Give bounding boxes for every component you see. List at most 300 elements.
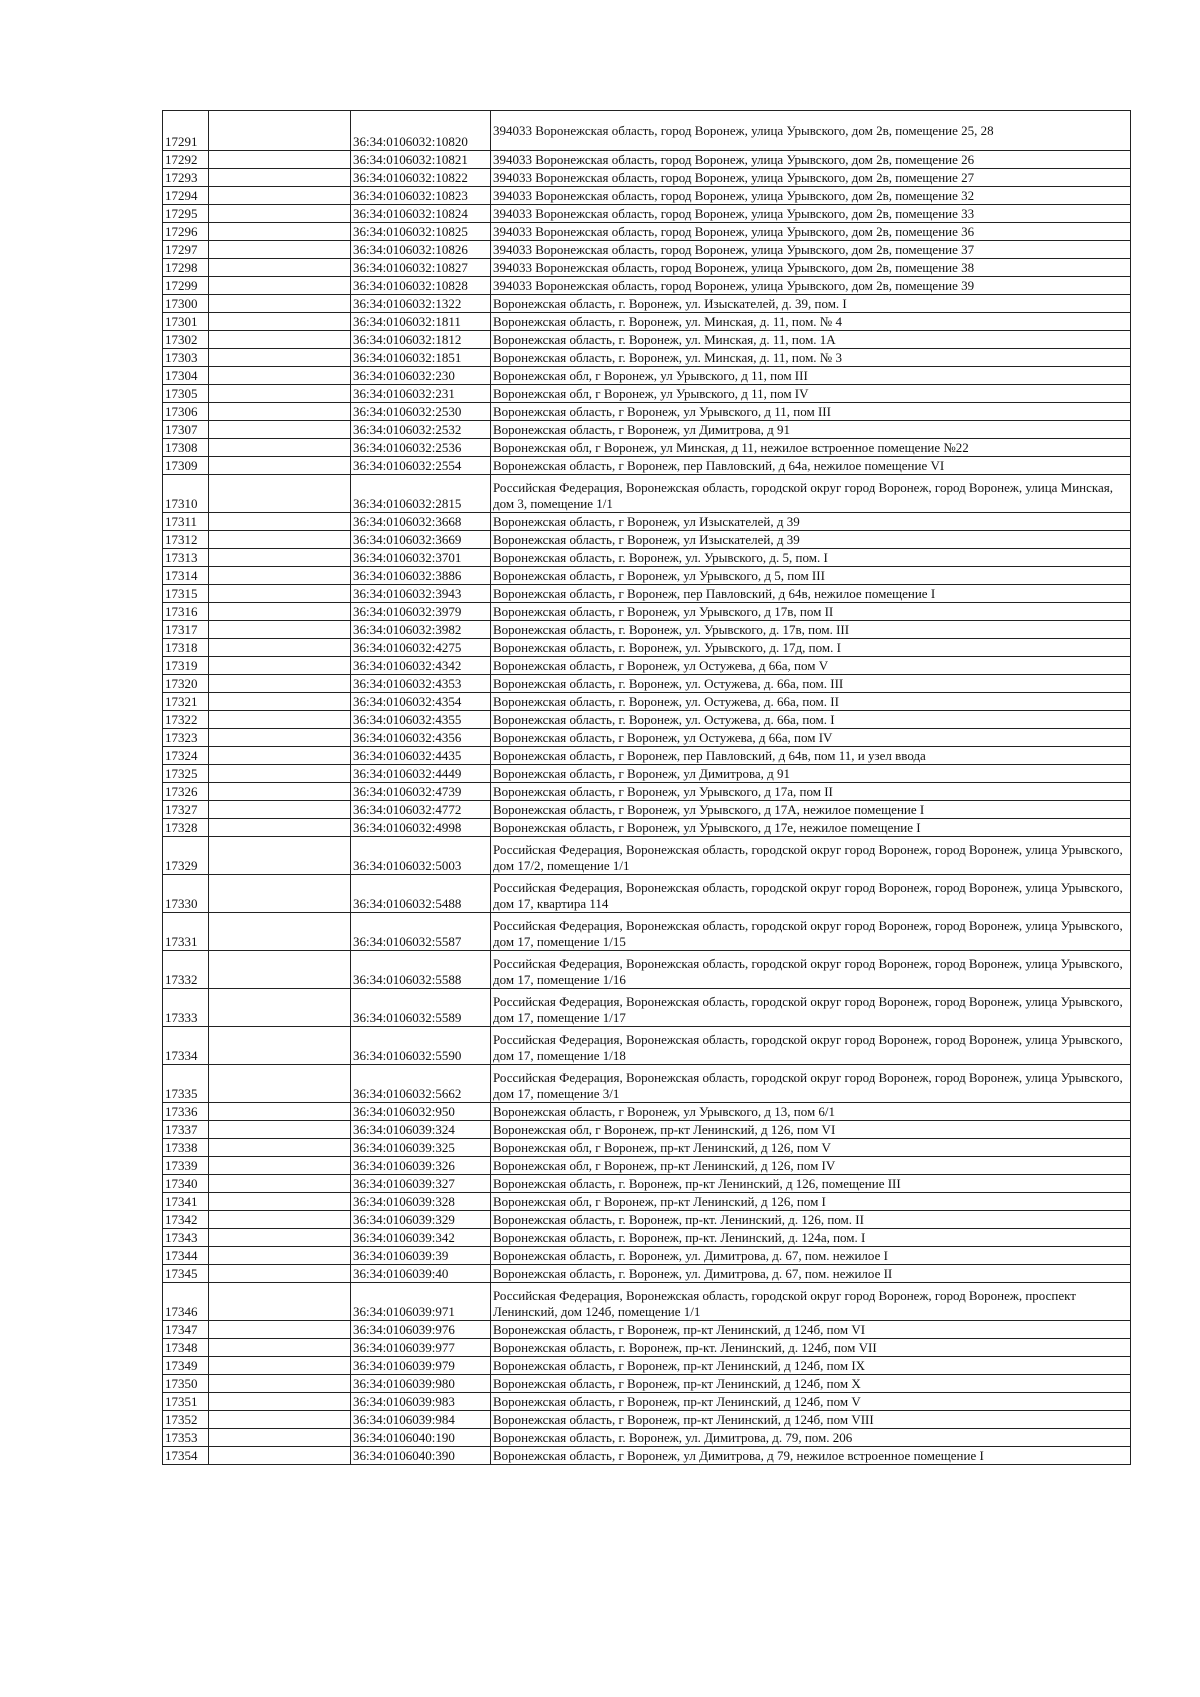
empty-cell [209,1175,351,1193]
cadastral-number-cell: 36:34:0106032:4353 [351,675,491,693]
row-number-cell: 17328 [163,819,209,837]
cadastral-number-cell: 36:34:0106039:40 [351,1265,491,1283]
row-number-cell: 17313 [163,549,209,567]
cadastral-number-cell: 36:34:0106039:328 [351,1193,491,1211]
table-row [163,837,1131,875]
cadastral-number-cell: 36:34:0106032:5590 [351,1027,491,1065]
table-row [163,457,1131,475]
empty-cell [209,259,351,277]
empty-cell [209,223,351,241]
table-row [163,765,1131,783]
table-row [163,1447,1131,1465]
row-number-cell: 17320 [163,675,209,693]
address-cell: Воронежская область, г. Воронеж, ул. Остужева, д. 66а, пом. II [491,693,1131,711]
address-cell: Воронежская область, г. Воронеж, ул. Урывского, д. 5, пом. I [491,549,1131,567]
cadastral-number-cell: 36:34:0106032:10825 [351,223,491,241]
table-row [163,1175,1131,1193]
address-cell: Воронежская обл, г Воронеж, пр-кт Ленинский, д 126, пом V [491,1139,1131,1157]
cadastral-number-cell: 36:34:0106032:5662 [351,1065,491,1103]
address-cell: Воронежская обл, г Воронеж, пр-кт Ленинский, д 126, пом IV [491,1157,1131,1175]
cadastral-number-cell: 36:34:0106039:983 [351,1393,491,1411]
empty-cell [209,567,351,585]
table-row [163,819,1131,837]
table-row [163,783,1131,801]
address-cell: Воронежская область, г Воронеж, ул Димитрова, д 79, нежилое встроенное помещение I [491,1447,1131,1465]
table-row [163,439,1131,457]
empty-cell [209,951,351,989]
table-row [163,913,1131,951]
row-number-cell: 17319 [163,657,209,675]
empty-cell [209,1447,351,1465]
row-number-cell: 17352 [163,1411,209,1429]
empty-cell [209,313,351,331]
row-number-cell: 17331 [163,913,209,951]
empty-cell [209,1229,351,1247]
cadastral-number-cell: 36:34:0106032:2532 [351,421,491,439]
cadastral-number-cell: 36:34:0106032:4449 [351,765,491,783]
table-row [163,675,1131,693]
row-number-cell: 17306 [163,403,209,421]
cadastral-number-cell: 36:34:0106032:3668 [351,513,491,531]
cadastral-number-cell: 36:34:0106032:4772 [351,801,491,819]
table-row [163,603,1131,621]
address-cell: Воронежская обл, г Воронеж, пр-кт Ленинский, д 126, пом I [491,1193,1131,1211]
address-cell: Воронежская область, г Воронеж, ул Димитрова, д 91 [491,421,1131,439]
address-cell: 394033 Воронежская область, город Воронеж, улица Урывского, дом 2в, помещение 36 [491,223,1131,241]
row-number-cell: 17350 [163,1375,209,1393]
empty-cell [209,367,351,385]
address-cell: Воронежская обл, г Воронеж, пр-кт Ленинский, д 126, пом VI [491,1121,1131,1139]
row-number-cell: 17321 [163,693,209,711]
row-number-cell: 17348 [163,1339,209,1357]
address-cell: Воронежская область, г. Воронеж, ул. Урывского, д. 17д, пом. I [491,639,1131,657]
row-number-cell: 17309 [163,457,209,475]
row-number-cell: 17333 [163,989,209,1027]
row-number-cell: 17307 [163,421,209,439]
row-number-cell: 17300 [163,295,209,313]
table-row [163,1357,1131,1375]
empty-cell [209,603,351,621]
table-row [163,1065,1131,1103]
address-cell: 394033 Воронежская область, город Воронеж, улица Урывского, дом 2в, помещение 27 [491,169,1131,187]
empty-cell [209,513,351,531]
empty-cell [209,475,351,513]
table-row [163,421,1131,439]
table-row [163,331,1131,349]
row-number-cell: 17332 [163,951,209,989]
cadastral-number-cell: 36:34:0106032:230 [351,367,491,385]
cadastral-number-cell: 36:34:0106039:971 [351,1283,491,1321]
row-number-cell: 17302 [163,331,209,349]
row-number-cell: 17301 [163,313,209,331]
table-row [163,1139,1131,1157]
row-number-cell: 17340 [163,1175,209,1193]
address-cell: Воронежская область, г Воронеж, ул Урывского, д 17А, нежилое помещение I [491,801,1131,819]
address-cell: Воронежская область, г Воронеж, пр-кт Ленинский, д 124б, пом IX [491,1357,1131,1375]
empty-cell [209,1283,351,1321]
empty-cell [209,1357,351,1375]
table-row [163,639,1131,657]
table-row [163,657,1131,675]
empty-cell [209,111,351,151]
empty-cell [209,1065,351,1103]
address-cell: Российская Федерация, Воронежская область, городской округ город Воронеж, город Воронеж, улица Минская, дом 3, помещение 1/1 [491,475,1131,513]
row-number-cell: 17299 [163,277,209,295]
table-row [163,223,1131,241]
row-number-cell: 17310 [163,475,209,513]
empty-cell [209,801,351,819]
table-row [163,349,1131,367]
cadastral-number-cell: 36:34:0106032:4356 [351,729,491,747]
address-cell: Воронежская область, г Воронеж, ул Урывского, д 17а, пом II [491,783,1131,801]
table-row [163,549,1131,567]
row-number-cell: 17294 [163,187,209,205]
table-row [163,621,1131,639]
table-row [163,567,1131,585]
table-row [163,747,1131,765]
row-number-cell: 17335 [163,1065,209,1103]
row-number-cell: 17316 [163,603,209,621]
table-row [163,187,1131,205]
cadastral-number-cell: 36:34:0106039:977 [351,1339,491,1357]
empty-cell [209,875,351,913]
registry-table-body [163,111,1131,1465]
cadastral-number-cell: 36:34:0106032:3943 [351,585,491,603]
cadastral-number-cell: 36:34:0106039:342 [351,1229,491,1247]
row-number-cell: 17342 [163,1211,209,1229]
table-row [163,1283,1131,1321]
table-row [163,205,1131,223]
row-number-cell: 17329 [163,837,209,875]
address-cell: Воронежская область, г Воронеж, ул Изыскателей, д 39 [491,513,1131,531]
row-number-cell: 17324 [163,747,209,765]
row-number-cell: 17336 [163,1103,209,1121]
row-number-cell: 17296 [163,223,209,241]
row-number-cell: 17351 [163,1393,209,1411]
empty-cell [209,205,351,223]
empty-cell [209,765,351,783]
empty-cell [209,693,351,711]
address-cell: Российская Федерация, Воронежская область, городской округ город Воронеж, город Воронеж, улица Урывского, дом 17, помещение 3/1 [491,1065,1131,1103]
table-row [163,169,1131,187]
table-row [163,801,1131,819]
cadastral-number-cell: 36:34:0106039:327 [351,1175,491,1193]
empty-cell [209,169,351,187]
address-cell: Воронежская область, г. Воронеж, ул. Остужева, д. 66а, пом. III [491,675,1131,693]
empty-cell [209,621,351,639]
cadastral-number-cell: 36:34:0106039:325 [351,1139,491,1157]
row-number-cell: 17344 [163,1247,209,1265]
table-row [163,385,1131,403]
row-number-cell: 17298 [163,259,209,277]
empty-cell [209,1265,351,1283]
table-row [163,403,1131,421]
cadastral-number-cell: 36:34:0106040:190 [351,1429,491,1447]
cadastral-number-cell: 36:34:0106032:950 [351,1103,491,1121]
row-number-cell: 17349 [163,1357,209,1375]
cadastral-number-cell: 36:34:0106032:3982 [351,621,491,639]
address-cell: Российская Федерация, Воронежская область, городской округ город Воронеж, город Воронеж, улица Урывского, дом 17, помещение 1/15 [491,913,1131,951]
row-number-cell: 17353 [163,1429,209,1447]
address-cell: Воронежская область, г. Воронеж, ул. Минская, д. 11, пом. № 4 [491,313,1131,331]
row-number-cell: 17297 [163,241,209,259]
empty-cell [209,1193,351,1211]
table-row [163,295,1131,313]
address-cell: Российская Федерация, Воронежская область, городской округ город Воронеж, город Воронеж, улица Урывского, дом 17/2, помещение 1/1 [491,837,1131,875]
empty-cell [209,439,351,457]
address-cell: 394033 Воронежская область, город Воронеж, улица Урывского, дом 2в, помещение 32 [491,187,1131,205]
cadastral-number-cell: 36:34:0106032:2815 [351,475,491,513]
empty-cell [209,457,351,475]
empty-cell [209,1247,351,1265]
row-number-cell: 17304 [163,367,209,385]
cadastral-number-cell: 36:34:0106032:4355 [351,711,491,729]
row-number-cell: 17345 [163,1265,209,1283]
address-cell: Воронежская область, г Воронеж, пер Павловский, д 64в, пом 11, и узел ввода [491,747,1131,765]
empty-cell [209,1027,351,1065]
empty-cell [209,385,351,403]
row-number-cell: 17327 [163,801,209,819]
cadastral-number-cell: 36:34:0106032:10821 [351,151,491,169]
cadastral-number-cell: 36:34:0106039:324 [351,1121,491,1139]
address-cell: Воронежская область, г Воронеж, пер Павловский, д 64в, нежилое помещение I [491,585,1131,603]
address-cell: Воронежская область, г Воронеж, пр-кт Ленинский, д 124б, пом VIII [491,1411,1131,1429]
empty-cell [209,1139,351,1157]
row-number-cell: 17295 [163,205,209,223]
empty-cell [209,1321,351,1339]
address-cell: Воронежская область, г. Воронеж, ул. Димитрова, д. 79, пом. 206 [491,1429,1131,1447]
cadastral-number-cell: 36:34:0106032:10820 [351,111,491,151]
table-row [163,1193,1131,1211]
registry-table [162,110,1131,1465]
empty-cell [209,913,351,951]
address-cell: 394033 Воронежская область, город Воронеж, улица Урывского, дом 2в, помещение 38 [491,259,1131,277]
cadastral-number-cell: 36:34:0106032:4342 [351,657,491,675]
table-row [163,693,1131,711]
empty-cell [209,747,351,765]
cadastral-number-cell: 36:34:0106032:3979 [351,603,491,621]
table-row [163,1157,1131,1175]
table-row [163,585,1131,603]
address-cell: Воронежская область, г Воронеж, ул Урывского, д 5, пом III [491,567,1131,585]
address-cell: Воронежская область, г Воронеж, пр-кт Ленинский, д 124б, пом V [491,1393,1131,1411]
empty-cell [209,531,351,549]
table-row [163,1429,1131,1447]
cadastral-number-cell: 36:34:0106039:980 [351,1375,491,1393]
address-cell: Воронежская область, г. Воронеж, ул. Остужева, д. 66а, пом. I [491,711,1131,729]
empty-cell [209,331,351,349]
address-cell: 394033 Воронежская область, город Воронеж, улица Урывского, дом 2в, помещение 25, 28 [491,111,1131,151]
cadastral-number-cell: 36:34:0106039:326 [351,1157,491,1175]
address-cell: Российская Федерация, Воронежская область, городской округ город Воронеж, город Воронеж, улица Урывского, дом 17, квартира 114 [491,875,1131,913]
row-number-cell: 17317 [163,621,209,639]
cadastral-number-cell: 36:34:0106032:2554 [351,457,491,475]
cadastral-number-cell: 36:34:0106032:3669 [351,531,491,549]
row-number-cell: 17315 [163,585,209,603]
table-row [163,475,1131,513]
empty-cell [209,657,351,675]
address-cell: Российская Федерация, Воронежская область, городской округ город Воронеж, город Воронеж, улица Урывского, дом 17, помещение 1/17 [491,989,1131,1027]
cadastral-number-cell: 36:34:0106040:390 [351,1447,491,1465]
empty-cell [209,783,351,801]
table-row [163,875,1131,913]
address-cell: 394033 Воронежская область, город Воронеж, улица Урывского, дом 2в, помещение 39 [491,277,1131,295]
address-cell: Воронежская область, г. Воронеж, ул. Минская, д. 11, пом. № 3 [491,349,1131,367]
address-cell: 394033 Воронежская область, город Воронеж, улица Урывского, дом 2в, помещение 37 [491,241,1131,259]
table-row [163,1103,1131,1121]
empty-cell [209,639,351,657]
address-cell: Воронежская область, г. Воронеж, ул. Урывского, д. 17в, пом. III [491,621,1131,639]
row-number-cell: 17293 [163,169,209,187]
table-row [163,951,1131,989]
row-number-cell: 17326 [163,783,209,801]
row-number-cell: 17291 [163,111,209,151]
empty-cell [209,711,351,729]
table-row [163,711,1131,729]
table-row [163,151,1131,169]
row-number-cell: 17308 [163,439,209,457]
empty-cell [209,675,351,693]
empty-cell [209,989,351,1027]
table-row [163,367,1131,385]
document-page [162,110,1130,1465]
address-cell: Воронежская область, г Воронеж, ул Остужева, д 66а, пом V [491,657,1131,675]
cadastral-number-cell: 36:34:0106032:5589 [351,989,491,1027]
cadastral-number-cell: 36:34:0106032:4739 [351,783,491,801]
empty-cell [209,1339,351,1357]
cadastral-number-cell: 36:34:0106032:4435 [351,747,491,765]
row-number-cell: 17323 [163,729,209,747]
empty-cell [209,1211,351,1229]
address-cell: Воронежская область, г. Воронеж, пр-кт. Ленинский, д. 124а, пом. I [491,1229,1131,1247]
table-row [163,1339,1131,1357]
table-row [163,313,1131,331]
empty-cell [209,585,351,603]
cadastral-number-cell: 36:34:0106039:329 [351,1211,491,1229]
empty-cell [209,187,351,205]
cadastral-number-cell: 36:34:0106039:976 [351,1321,491,1339]
row-number-cell: 17334 [163,1027,209,1065]
table-row [163,1393,1131,1411]
empty-cell [209,295,351,313]
row-number-cell: 17354 [163,1447,209,1465]
row-number-cell: 17318 [163,639,209,657]
row-number-cell: 17311 [163,513,209,531]
cadastral-number-cell: 36:34:0106032:3701 [351,549,491,567]
table-row [163,111,1131,151]
address-cell: Воронежская обл, г Воронеж, ул Урывского, д 11, пом IV [491,385,1131,403]
row-number-cell: 17322 [163,711,209,729]
address-cell: Воронежская область, г Воронеж, пр-кт Ленинский, д 124б, пом VI [491,1321,1131,1339]
row-number-cell: 17346 [163,1283,209,1321]
address-cell: Российская Федерация, Воронежская область, городской округ город Воронеж, город Воронеж, проспект Ленинский, дом 124б, помещение 1/1 [491,1283,1131,1321]
empty-cell [209,421,351,439]
table-row [163,1321,1131,1339]
address-cell: Воронежская область, г Воронеж, пр-кт Ленинский, д 124б, пом X [491,1375,1131,1393]
cadastral-number-cell: 36:34:0106039:39 [351,1247,491,1265]
cadastral-number-cell: 36:34:0106032:5488 [351,875,491,913]
empty-cell [209,729,351,747]
table-row [163,1027,1131,1065]
row-number-cell: 17292 [163,151,209,169]
table-row [163,1121,1131,1139]
address-cell: Воронежская область, г Воронеж, ул Урывского, д 17е, нежилое помещение I [491,819,1131,837]
table-row [163,1411,1131,1429]
empty-cell [209,349,351,367]
address-cell: 394033 Воронежская область, город Воронеж, улица Урывского, дом 2в, помещение 26 [491,151,1131,169]
table-row [163,241,1131,259]
address-cell: Воронежская область, г. Воронеж, ул. Димитрова, д. 67, пом. нежилое II [491,1265,1131,1283]
empty-cell [209,1157,351,1175]
table-row [163,513,1131,531]
cadastral-number-cell: 36:34:0106032:1851 [351,349,491,367]
empty-cell [209,1393,351,1411]
address-cell: Воронежская обл, г Воронеж, ул Урывского, д 11, пом III [491,367,1131,385]
row-number-cell: 17337 [163,1121,209,1139]
address-cell: Воронежская область, г. Воронеж, пр-кт. Ленинский, д. 126, пом. II [491,1211,1131,1229]
row-number-cell: 17338 [163,1139,209,1157]
empty-cell [209,241,351,259]
empty-cell [209,1121,351,1139]
address-cell: Воронежская область, г Воронеж, ул Изыскателей, д 39 [491,531,1131,549]
cadastral-number-cell: 36:34:0106032:10826 [351,241,491,259]
address-cell: Воронежская область, г. Воронеж, пр-кт. Ленинский, д. 124б, пом VII [491,1339,1131,1357]
address-cell: Воронежская обл, г Воронеж, ул Минская, д 11, нежилое встроенное помещение №22 [491,439,1131,457]
empty-cell [209,549,351,567]
row-number-cell: 17341 [163,1193,209,1211]
row-number-cell: 17325 [163,765,209,783]
cadastral-number-cell: 36:34:0106032:10827 [351,259,491,277]
cadastral-number-cell: 36:34:0106032:10823 [351,187,491,205]
address-cell: Воронежская область, г. Воронеж, пр-кт Ленинский, д 126, помещение III [491,1175,1131,1193]
address-cell: Воронежская область, г Воронеж, ул Урывского, д 17в, пом II [491,603,1131,621]
empty-cell [209,277,351,295]
row-number-cell: 17347 [163,1321,209,1339]
empty-cell [209,403,351,421]
row-number-cell: 17314 [163,567,209,585]
cadastral-number-cell: 36:34:0106032:10822 [351,169,491,187]
cadastral-number-cell: 36:34:0106032:1322 [351,295,491,313]
empty-cell [209,837,351,875]
empty-cell [209,151,351,169]
cadastral-number-cell: 36:34:0106032:2530 [351,403,491,421]
cadastral-number-cell: 36:34:0106032:1811 [351,313,491,331]
address-cell: Российская Федерация, Воронежская область, городской округ город Воронеж, город Воронеж, улица Урывского, дом 17, помещение 1/16 [491,951,1131,989]
address-cell: Воронежская область, г Воронеж, ул Урывского, д 13, пом 6/1 [491,1103,1131,1121]
empty-cell [209,1375,351,1393]
empty-cell [209,1429,351,1447]
cadastral-number-cell: 36:34:0106039:979 [351,1357,491,1375]
cadastral-number-cell: 36:34:0106032:10824 [351,205,491,223]
address-cell: Воронежская область, г. Воронеж, ул. Изыскателей, д. 39, пом. I [491,295,1131,313]
cadastral-number-cell: 36:34:0106032:4354 [351,693,491,711]
row-number-cell: 17303 [163,349,209,367]
address-cell: Воронежская область, г Воронеж, пер Павловский, д 64а, нежилое помещение VI [491,457,1131,475]
address-cell: Воронежская область, г Воронеж, ул Остужева, д 66а, пом IV [491,729,1131,747]
empty-cell [209,819,351,837]
table-row [163,1375,1131,1393]
table-row [163,277,1131,295]
cadastral-number-cell: 36:34:0106032:5587 [351,913,491,951]
table-row [163,259,1131,277]
cadastral-number-cell: 36:34:0106039:984 [351,1411,491,1429]
row-number-cell: 17339 [163,1157,209,1175]
empty-cell [209,1411,351,1429]
address-cell: Воронежская область, г. Воронеж, ул. Димитрова, д. 67, пом. нежилое I [491,1247,1131,1265]
address-cell: Воронежская область, г. Воронеж, ул. Минская, д. 11, пом. 1А [491,331,1131,349]
table-row [163,1211,1131,1229]
cadastral-number-cell: 36:34:0106032:3886 [351,567,491,585]
